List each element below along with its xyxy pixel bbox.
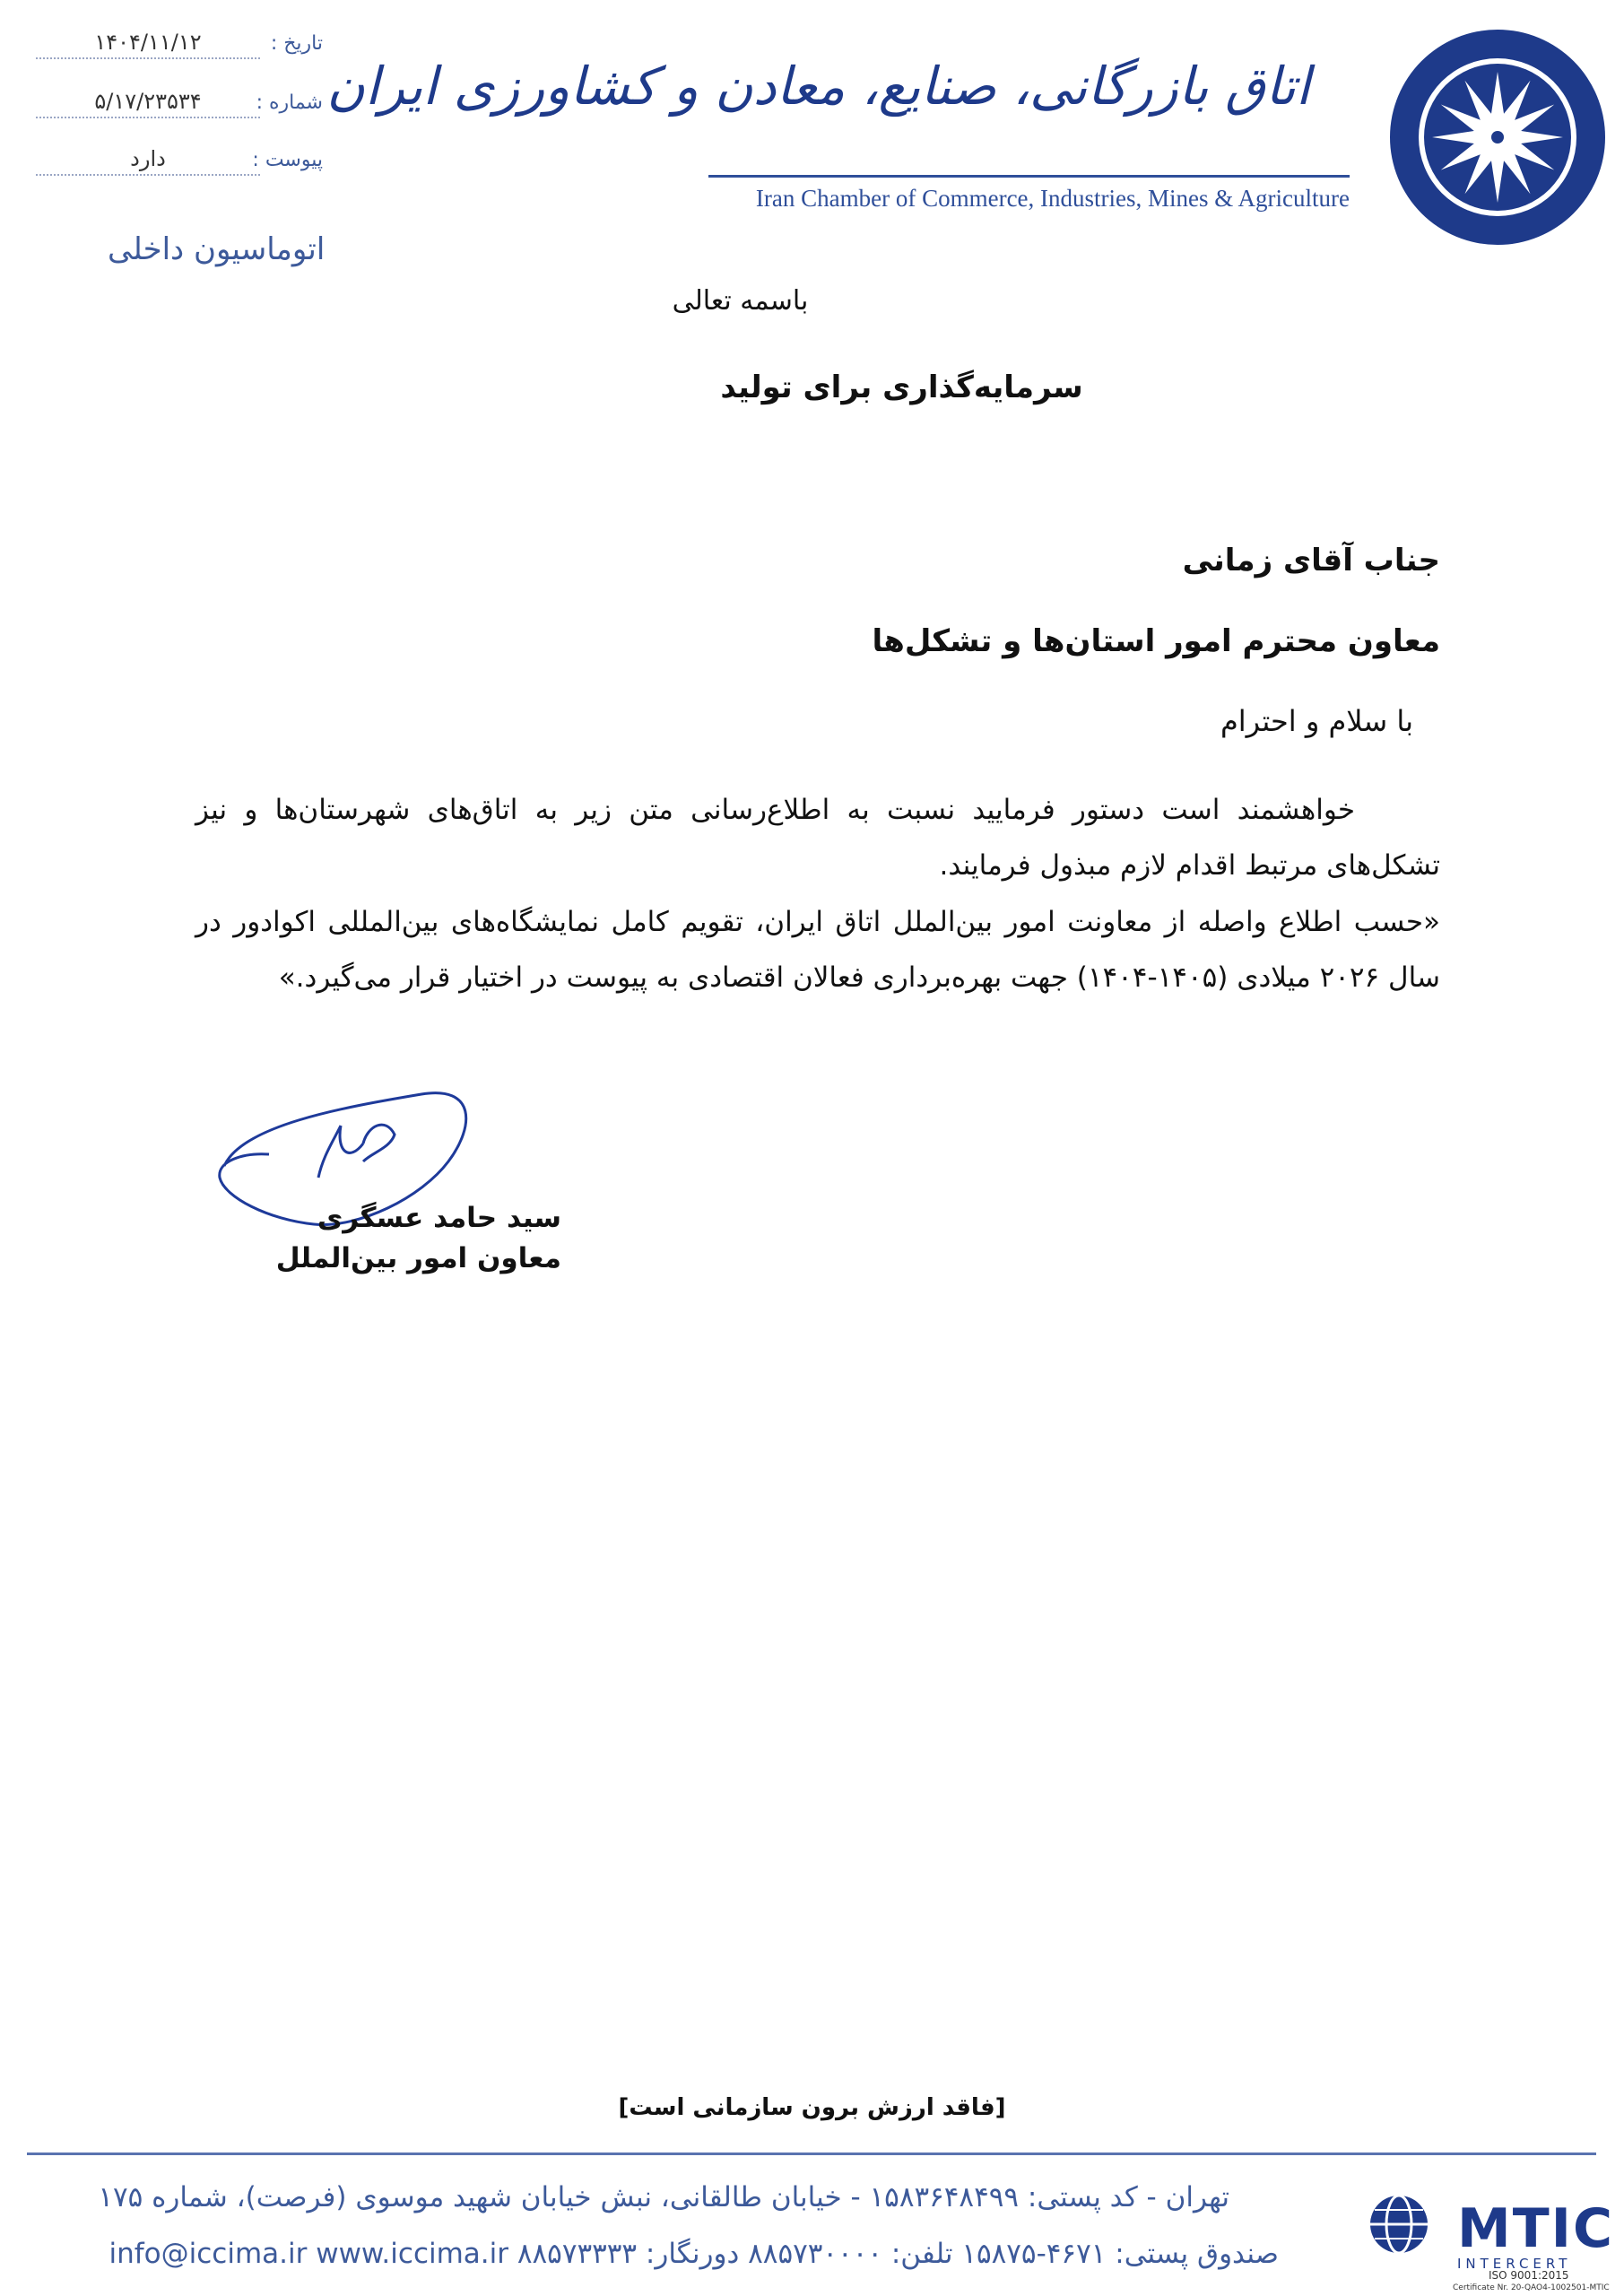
mtic-logo-text: MTIC (1457, 2197, 1614, 2260)
greeting: با سلام و احترام (1220, 704, 1413, 738)
signer-title: معاون امور بین‌الملل (275, 1242, 561, 1274)
footer-address: تهران - کد پستی: ۱۵۸۳۶۴۸۴۹۹ - خیابان طالقانی، نبش خیابان شهید موسوی (فرصت)، شماره ۱۷۵ (98, 2181, 1229, 2213)
intercert-text: INTERCERT (1457, 2256, 1572, 2272)
attachment-field (36, 144, 323, 183)
org-name-english: Iran Chamber of Commerce, Industries, Mines & Agriculture (755, 185, 1350, 212)
number-field (36, 86, 323, 126)
footer-divider (27, 2152, 1596, 2155)
letter-subject: سرمایه‌گذاری برای تولید (720, 370, 1083, 405)
addressee-title: معاون محترم امور استان‌ها و تشکل‌ها (872, 623, 1440, 659)
date-label: تاریخ : (270, 32, 323, 55)
org-name-persian: اتاق بازرگانی، صنایع، معادن و کشاورزی ایران (326, 56, 1310, 117)
footer-contact: صندوق پستی: ۴۶۷۱-۱۵۸۷۵ تلفن: ۸۸۵۷۳۰۰۰۰ دورنگار: ۸۸۵۷۳۳۳۳ info@iccima.ir www.iccima.ir (109, 2238, 1279, 2270)
internal-automation-note: اتوماسیون داخلی (108, 231, 326, 267)
attachment-value: دارد (36, 145, 260, 176)
number-label: شماره : (256, 91, 323, 114)
body-paragraph-request: خواهشمند است دستور فرمایید نسبت به اطلاع‌رسانی متن زیر به اتاق‌های شهرستان‌ها و نیز تشکل‌های مرتبط اقدام لازم مبذول فرمایند. (195, 794, 1440, 882)
date-value: ۱۴۰۴/۱۱/۱۲ (36, 29, 260, 59)
number-value: ۵/۱۷/۲۳۵۳۴ (36, 88, 260, 118)
addressee-name: جناب آقای زمانی (1182, 543, 1440, 578)
date-field (36, 27, 323, 66)
header-divider (708, 175, 1350, 178)
iso-certification: ISO 9001:2015 (1489, 2269, 1569, 2282)
attachment-label: پیوست : (252, 149, 323, 171)
signer-name: سید حامد عسگری (317, 1202, 561, 1234)
disclaimer: [فاقد ارزش برون سازمانی است] (618, 2094, 1006, 2121)
body-paragraph-notice: «حسب اطلاع واصله از معاونت امور بین‌الملل اتاق ایران، تقویم کامل نمایشگاه‌های بین‌المللی اکوادور در سال ۲۰۲۶ میلادی (۱۴۰۵-۱۴۰۴) جهت بهره‌برداری فعالان اقتصادی به پیوست در اختیار قرار می‌گیرد.» (195, 906, 1440, 994)
basmala: باسمه تعالی (672, 285, 809, 317)
chamber-emblem-logo (1385, 25, 1610, 249)
certificate-number: Certificate Nr. 20-QAO4-1002501-MTIC (1453, 2283, 1610, 2292)
